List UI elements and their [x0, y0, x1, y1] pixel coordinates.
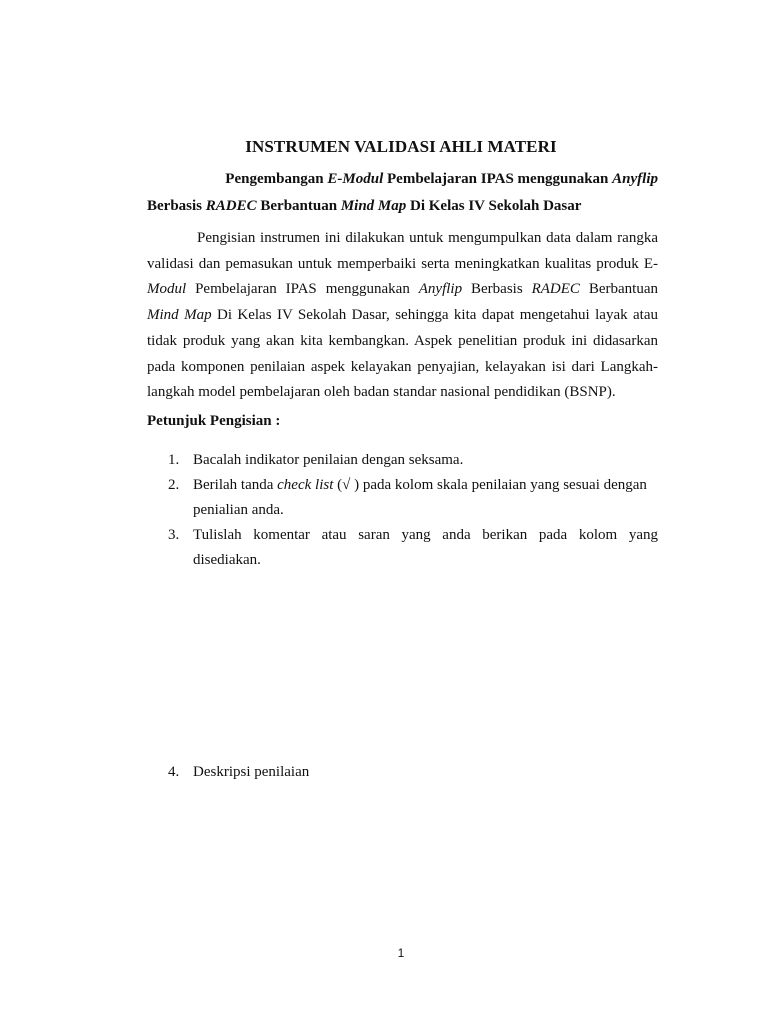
document-title: INSTRUMEN VALIDASI AHLI MATERI — [245, 137, 557, 156]
intro-emphasis: Anyflip — [418, 281, 463, 298]
subtitle-emphasis: Anyflip — [612, 171, 658, 187]
page-number: 1 — [397, 946, 405, 960]
list-item — [147, 448, 658, 473]
list-item-text — [193, 523, 658, 573]
subtitle-text: Pengembangan — [225, 171, 328, 187]
intro-line: tidak produk yang akan kita kembangkan. Aspek penelitian produk ini didasarkan — [147, 332, 658, 349]
list-item-segment: Berilah tanda — [193, 477, 278, 493]
intro-emphasis: Mind Map — [147, 307, 212, 324]
subtitle-text: Berbasis — [147, 198, 206, 214]
intro-line — [147, 277, 658, 303]
list-item-number: 3. — [168, 527, 180, 543]
list-item-line: penialian anda. — [193, 502, 284, 518]
intro-text: Berbasis — [462, 281, 532, 298]
list-item-line: disediakan. — [193, 552, 261, 568]
instructions-list — [147, 448, 658, 573]
intro-line: pada komponen penilaian aspek kelayakan penyajian, kelayakan isi dari Langkah- — [147, 358, 658, 375]
intro-emphasis: Modul — [147, 281, 187, 298]
intro-text: Berbantuan — [579, 281, 658, 298]
intro-line: Pengisian instrumen ini dilakukan untuk mengumpulkan data dalam rangka — [197, 230, 658, 246]
list-item-number: 1. — [168, 452, 180, 468]
list-item-text — [193, 448, 658, 473]
list-item — [147, 523, 658, 573]
intro-line — [147, 303, 658, 329]
list-item-emphasis: check list — [277, 477, 334, 493]
subtitle-emphasis: E-Modul — [327, 171, 384, 187]
subtitle-text: Pembelajaran IPAS menggunakan — [383, 171, 613, 187]
list-item-4 — [147, 764, 658, 781]
document-subtitle — [147, 166, 658, 220]
subtitle-text: Berbantuan — [256, 198, 341, 214]
subtitle-line-2 — [147, 193, 658, 220]
subtitle-emphasis: RADEC — [205, 198, 257, 214]
intro-text: Di Kelas IV Sekolah Dasar, sehingga kita dapat mengetahui layak atau — [211, 307, 658, 324]
list-item-line — [193, 473, 658, 498]
intro-text: Pembelajaran IPAS menggunakan — [186, 281, 419, 298]
list-item-segment: (√ ) pada kolom skala penilaian yang sesuai dengan — [333, 477, 647, 493]
list-item-text: Deskripsi penilaian — [193, 764, 310, 780]
intro-line: langkah model pembelajaran oleh badan standar nasional pendidikan (BSNP). — [147, 384, 616, 401]
instructions-heading: Petunjuk Pengisian : — [147, 413, 281, 429]
list-item-text — [193, 473, 658, 523]
list-item-line: Bacalah indikator penilaian dengan seksama. — [193, 452, 464, 468]
subtitle-line-1 — [147, 166, 658, 193]
list-item-number: 4. — [168, 764, 180, 780]
subtitle-emphasis: Mind Map — [340, 198, 407, 214]
intro-line: validasi dan pemasukan untuk memperbaiki serta meningkatkan kualitas produk E- — [147, 255, 658, 272]
list-item-line: Tulislah komentar atau saran yang anda berikan pada kolom yang — [193, 527, 658, 543]
intro-paragraph — [147, 226, 658, 406]
list-item-number: 2. — [168, 477, 180, 493]
list-item — [147, 473, 658, 523]
subtitle-text: Di Kelas IV Sekolah Dasar — [406, 198, 582, 214]
intro-emphasis: RADEC — [531, 281, 580, 298]
